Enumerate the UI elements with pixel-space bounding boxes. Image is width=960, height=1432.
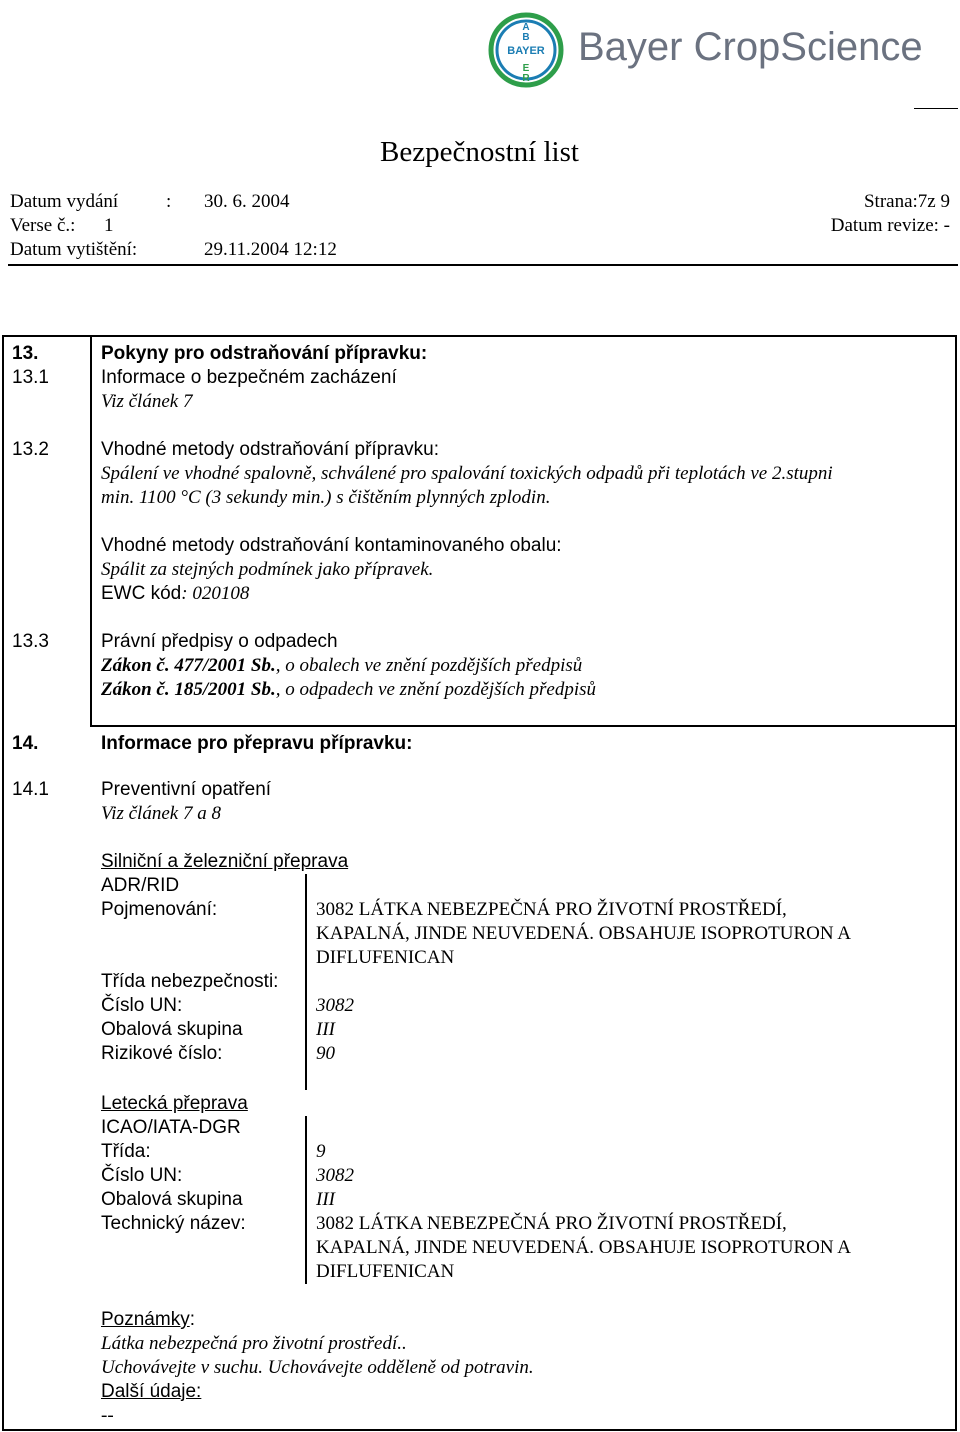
section-14-heading: Informace pro přepravu přípravku: [101,733,413,754]
other-info-value: -- [101,1405,114,1426]
packaging-disposal-label: Vhodné metody odstraňování kontaminovaného obalu: [101,535,562,556]
air-technical-name-line3: DIFLUFENICAN [316,1261,455,1282]
icao-iata-code: ICAO/IATA-DGR [101,1117,241,1138]
road-name-value-line1: 3082 LÁTKA NEBEZPEČNÁ PRO ŽIVOTNÍ PROSTŘEDÍ, [316,899,787,920]
safe-handling-label: Informace o bezpečném zacházení [101,367,397,388]
road-name-value-line3: DIFLUFENICAN [316,947,455,968]
road-rail-title: Silniční a železniční přeprava [101,851,349,872]
air-value-divider [305,1116,307,1284]
svg-text:BAYER: BAYER [507,45,545,57]
issue-date-separator: : [166,191,172,212]
svg-text:A: A [522,22,530,33]
road-un-label: Číslo UN: [101,995,183,1016]
notes-heading [101,1308,195,1332]
road-risk-number-value: 90 [316,1043,335,1064]
section-divider-13-14 [90,725,957,727]
bayer-cross-logo-icon [486,10,566,90]
svg-text:B: B [522,32,530,43]
svg-text:E: E [522,63,530,74]
road-packing-group-value: III [316,1019,335,1040]
print-date-value: 29.11.2004 12:12 [204,239,337,260]
road-name-label: Pojmenování: [101,899,218,920]
packaging-disposal-value: Spálit za stejných podmínek jako přípravek. [101,559,434,580]
note-1: Látka nebezpečná pro životní prostředí.. [101,1333,407,1354]
road-class-label: Třída nebezpečnosti: [101,971,279,992]
issue-date-value: 30. 6. 2004 [204,191,290,212]
road-risk-number-label: Rizikové číslo: [101,1043,223,1064]
air-class-label: Třída: [101,1141,151,1162]
road-un-value: 3082 [316,995,354,1016]
ewc-code-value: : 020108 [181,583,250,604]
waste-law-2 [101,678,596,702]
page-title: Bezpečnostní list [380,136,579,168]
road-value-divider [305,874,307,1090]
waste-law-2-text: , o odpadech ve znění pozdějších předpisů [275,679,597,700]
print-date-label: Datum vytištění: [10,239,138,260]
frame-left [2,335,4,1431]
bayer-logo [486,10,566,90]
road-packing-group-label: Obalová skupina [101,1019,243,1040]
air-un-value: 3082 [316,1165,354,1186]
waste-law-1-text: , o obalech ve znění pozdějších předpisů [275,655,583,676]
air-un-label: Číslo UN: [101,1165,183,1186]
preventive-measures-label: Preventivní opatření [101,779,272,800]
version-value: 1 [104,215,114,236]
frame-bottom [2,1429,957,1431]
waste-law-1 [101,654,582,678]
column-divider-13 [90,335,92,727]
other-info-label: Další údaje: [101,1381,202,1402]
section-13-3-number: 13.3 [12,631,49,652]
disposal-methods-value-line1: Spálení ve vhodné spalovně, schválené pro spalování toxických odpadů při teplotách ve 2.stupni [101,463,833,484]
ewc-code-label: EWC kód [101,583,182,604]
air-technical-name-label: Technický název: [101,1213,246,1234]
logo-rule [914,108,958,109]
waste-law-2-ref: Zákon č. 185/2001 Sb. [101,679,276,700]
preventive-measures-value: Viz článek 7 a 8 [101,803,221,824]
air-packing-group-value: III [316,1189,335,1210]
section-14-number: 14. [12,733,39,754]
version-label: Verse č.: [10,215,76,236]
ewc-code [101,582,249,606]
section-13-heading: Pokyny pro odstraňování přípravku: [101,343,428,364]
svg-text:R: R [522,73,530,84]
notes-label: Poznámky [101,1309,190,1330]
issue-date-label: Datum vydání [10,191,119,212]
frame-right [955,335,957,1431]
air-technical-name-line2: KAPALNÁ, JINDE NEUVEDENÁ. OBSAHUJE ISOPROTURON A [316,1237,852,1258]
frame-top [2,335,957,337]
air-technical-name-line1: 3082 LÁTKA NEBEZPEČNÁ PRO ŽIVOTNÍ PROSTŘEDÍ, [316,1213,787,1234]
safe-handling-value: Viz článek 7 [101,391,193,412]
section-14-1-number: 14.1 [12,779,49,800]
air-packing-group-label: Obalová skupina [101,1189,243,1210]
section-13-2-number: 13.2 [12,439,49,460]
waste-law-1-ref: Zákon č. 477/2001 Sb. [101,655,276,676]
revision-date: Datum revize: - [830,215,950,236]
section-13-number: 13. [12,343,39,364]
section-13-1-number: 13.1 [12,367,49,388]
waste-regulations-label: Právní předpisy o odpadech [101,631,338,652]
page-number: Strana:7z 9 [863,191,950,212]
air-class-value: 9 [316,1141,326,1162]
brand-name: Bayer CropScience [578,25,923,69]
disposal-methods-value-line2: min. 1100 °C (3 sekundy min.) s čištěním plynných zplodin. [101,487,551,508]
adr-rid-code: ADR/RID [101,875,180,896]
header-rule [8,264,958,266]
road-name-value-line2: KAPALNÁ, JINDE NEUVEDENÁ. OBSAHUJE ISOPROTURON A [316,923,852,944]
note-2: Uchovávejte v suchu. Uchovávejte odděleně od potravin. [101,1357,534,1378]
notes-colon: : [189,1309,195,1330]
disposal-methods-label: Vhodné metody odstraňování přípravku: [101,439,439,460]
air-transport-title: Letecká přeprava [101,1093,248,1114]
